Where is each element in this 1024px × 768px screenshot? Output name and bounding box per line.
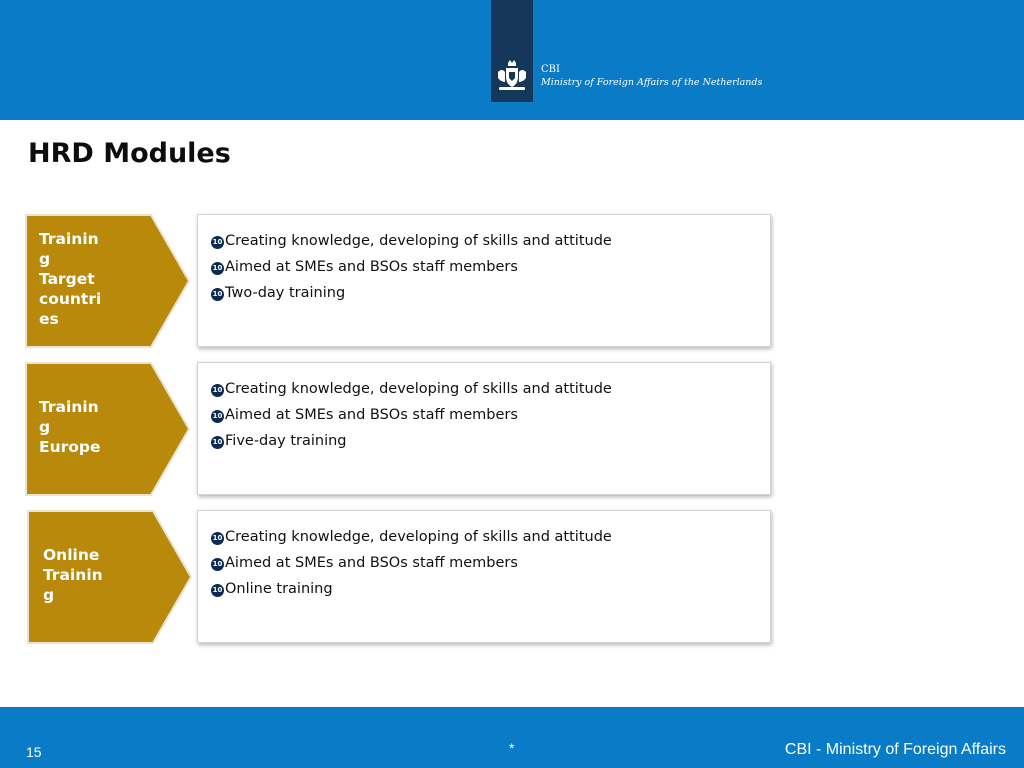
bullet-text: Online training (225, 581, 333, 597)
module-description-box (197, 510, 771, 643)
bullet-list (211, 228, 612, 306)
footer-org-text: CBI - Ministry of Foreign Affairs (784, 741, 1006, 758)
module-label (39, 229, 119, 329)
module-chevron (24, 361, 192, 497)
circled-ten-icon: 10 (211, 262, 224, 275)
footer-band (0, 707, 1024, 768)
label-line: Target (39, 270, 95, 288)
label-line: Online (43, 546, 100, 564)
module-label (43, 545, 123, 605)
bullet-text: Five-day training (225, 433, 347, 449)
label-line: Trainin (39, 230, 99, 248)
list-item (211, 550, 612, 576)
list-item (211, 576, 612, 602)
label-line: es (39, 310, 59, 328)
bullet-list (211, 524, 612, 602)
bullet-text: Aimed at SMEs and BSOs staff members (225, 259, 518, 275)
bullet-text: Aimed at SMEs and BSOs staff members (225, 555, 518, 571)
circled-ten-icon: 10 (211, 384, 224, 397)
module-chevron (24, 213, 192, 349)
module-description-box (197, 214, 771, 347)
module-online-training (0, 509, 1024, 645)
label-line: countri (39, 290, 102, 308)
bullet-text: Creating knowledge, developing of skills and attitude (225, 233, 612, 249)
circled-ten-icon: 10 (211, 236, 224, 249)
list-item (211, 402, 612, 428)
page-title: HRD Modules (28, 138, 231, 169)
module-chevron (26, 509, 194, 645)
list-item (211, 228, 612, 254)
list-item (211, 376, 612, 402)
circled-ten-icon: 10 (211, 558, 224, 571)
org-full-name: Ministry of Foreign Affairs of the Netherlands (541, 77, 763, 88)
module-training-target-countries (0, 213, 1024, 349)
module-label (39, 397, 119, 457)
bullet-text: Creating knowledge, developing of skills and attitude (225, 529, 612, 545)
list-item (211, 280, 612, 306)
label-line: Europe (39, 438, 101, 456)
bullet-text: Two-day training (225, 285, 346, 301)
logo-ribbon (491, 0, 533, 102)
list-item (211, 254, 612, 280)
bullet-text: Aimed at SMEs and BSOs staff members (225, 407, 518, 423)
label-line: g (39, 418, 51, 436)
footer-center-mark: * (509, 740, 515, 756)
circled-ten-icon: 10 (211, 532, 224, 545)
label-line: Trainin (39, 398, 99, 416)
module-training-europe (0, 361, 1024, 497)
organization-name (541, 63, 762, 89)
label-line: Trainin (43, 566, 103, 584)
list-item (211, 524, 612, 550)
circled-ten-icon: 10 (211, 410, 224, 423)
org-abbreviation: CBI (541, 64, 560, 75)
module-description-box (197, 362, 771, 495)
list-item (211, 428, 612, 454)
slide-number: 15 (26, 744, 42, 760)
circled-ten-icon: 10 (211, 436, 224, 449)
bullet-text: Creating knowledge, developing of skills and attitude (225, 381, 612, 397)
label-line: g (43, 586, 55, 604)
header-band (0, 0, 1024, 120)
bullet-list (211, 376, 612, 454)
label-line: g (39, 250, 51, 268)
circled-ten-icon: 10 (211, 584, 224, 597)
royal-coat-of-arms-icon (495, 60, 529, 92)
circled-ten-icon: 10 (211, 288, 224, 301)
